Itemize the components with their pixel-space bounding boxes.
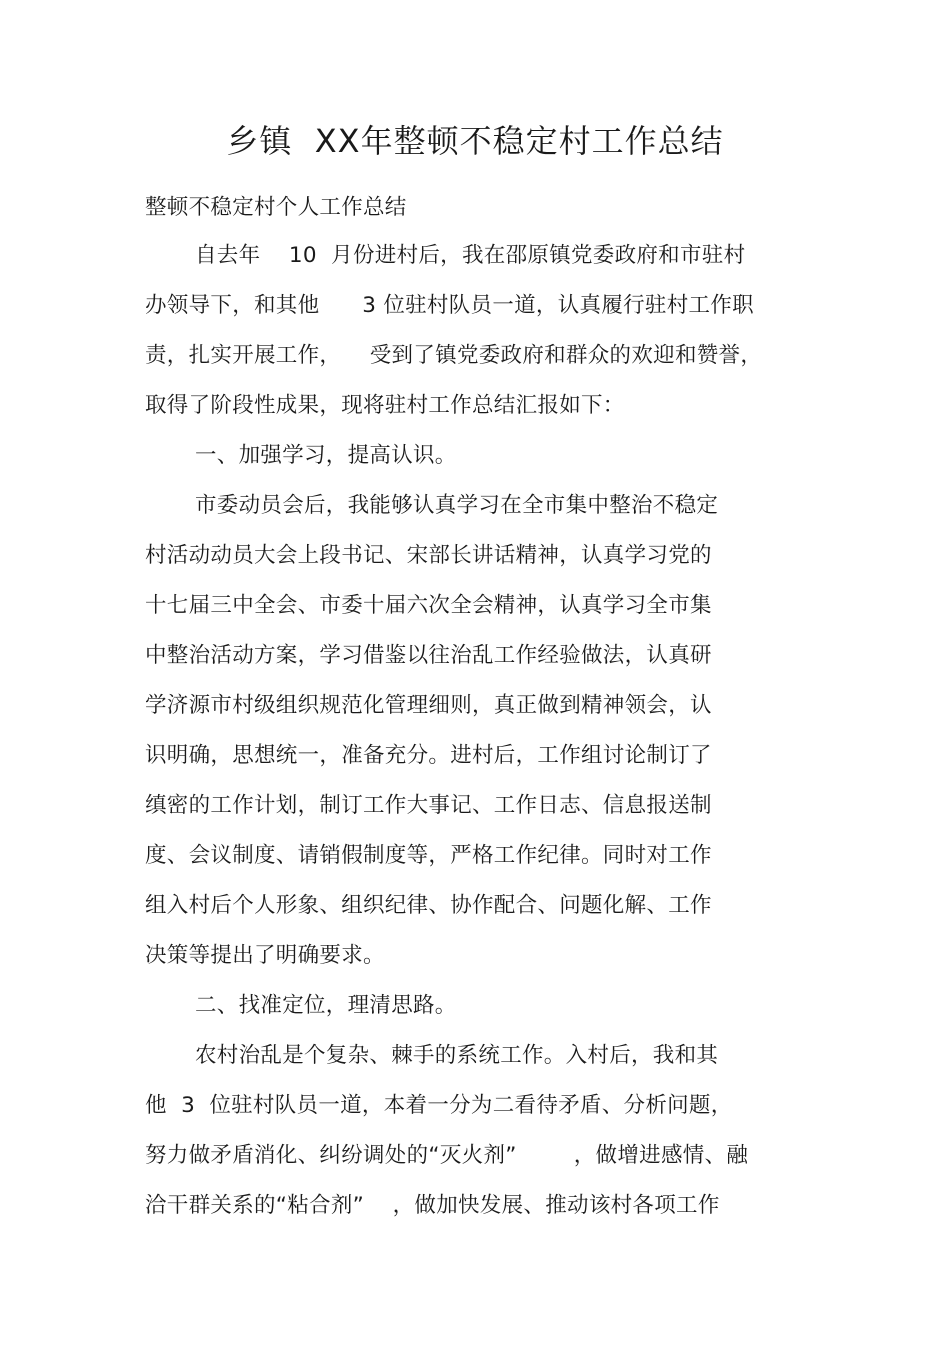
paragraph-line: 取得了阶段性成果，现将驻村工作总结汇报如下：	[145, 393, 625, 418]
paragraph-line: 村活动动员大会上段书记、宋部长讲话精神，认真学习党的	[145, 543, 712, 568]
document-title: 乡镇 XX年整顿不稳定村工作总结	[226, 122, 724, 160]
paragraph-line: 中整治活动方案，学习借鉴以往治乱工作经验做法，认真研	[145, 643, 712, 668]
paragraph-line: 决策等提出了明确要求。	[145, 943, 385, 968]
paragraph-line: 努力做矛盾消化、纠纷调处的“灭火剂” ，做增进感情、融	[145, 1143, 749, 1168]
paragraph-line: 度、会议制度、请销假制度等，严格工作纪律。同时对工作	[145, 843, 712, 868]
paragraph-line: 市委动员会后，我能够认真学习在全市集中整治不稳定	[195, 493, 719, 518]
paragraph-line: 他 3 位驻村队员一道，本着一分为二看待矛盾、分析问题，	[145, 1093, 733, 1118]
paragraph-line: 农村治乱是个复杂、棘手的系统工作。入村后，我和其	[195, 1043, 719, 1068]
section-heading: 二、找准定位，理清思路。	[195, 993, 457, 1018]
paragraph-line: 学济源市村级组织规范化管理细则，真正做到精神领会，认	[145, 693, 712, 718]
paragraph-line: 办领导下，和其他 3 位驻村队员一道，认真履行驻村工作职	[145, 293, 754, 318]
document-subtitle: 整顿不稳定村个人工作总结	[145, 195, 407, 220]
paragraph-line: 识明确，思想统一，准备充分。进村后，工作组讨论制订了	[145, 743, 712, 768]
section-heading: 一、加强学习，提高认识。	[195, 443, 457, 468]
paragraph-line: 自去年 10 月份进村后，我在邵原镇党委政府和市驻村	[195, 243, 746, 268]
paragraph-line: 组入村后个人形象、组织纪律、协作配合、问题化解、工作	[145, 893, 712, 918]
paragraph-line: 洽干群关系的“粘合剂” ，做加快发展、推动该村各项工作	[145, 1193, 720, 1218]
paragraph-line: 十七届三中全会、市委十届六次全会精神，认真学习全市集	[145, 593, 712, 618]
paragraph-line: 缜密的工作计划，制订工作大事记、工作日志、信息报送制	[145, 793, 712, 818]
paragraph-line: 责，扎实开展工作， 受到了镇党委政府和群众的欢迎和赞誉，	[145, 343, 763, 368]
